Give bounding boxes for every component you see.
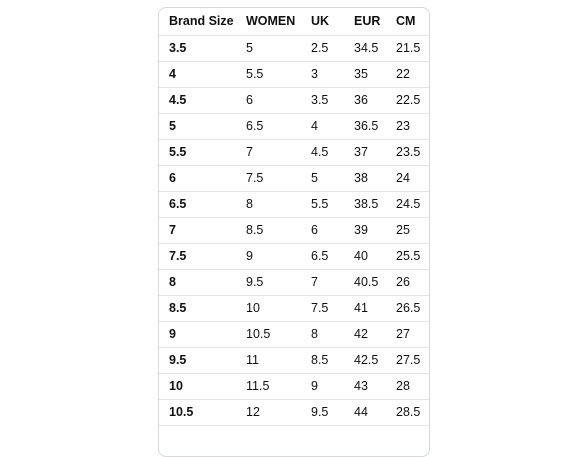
- cell-women: 6.5: [236, 113, 301, 139]
- table-row: [159, 217, 429, 243]
- cell-uk: 8: [301, 321, 344, 347]
- table-row: [159, 165, 429, 191]
- cell-women: 6: [236, 87, 301, 113]
- cell-cm: 27.5: [386, 347, 429, 373]
- cell-uk: 9: [301, 373, 344, 399]
- cell-uk: 5: [301, 165, 344, 191]
- cell-uk: 7.5: [301, 295, 344, 321]
- cell-brand-size: 5: [159, 113, 236, 139]
- cell-women: 8: [236, 191, 301, 217]
- cell-cm: 23: [386, 113, 429, 139]
- column-header-uk: UK: [301, 8, 344, 35]
- cell-uk: 3.5: [301, 87, 344, 113]
- cell-eur: 43: [344, 373, 386, 399]
- cell-cm: 25: [386, 217, 429, 243]
- cell-brand-size: 9: [159, 321, 236, 347]
- cell-uk: 3: [301, 61, 344, 87]
- column-header-eur: EUR: [344, 8, 386, 35]
- cell-brand-size: 10: [159, 373, 236, 399]
- cell-eur: 40.5: [344, 269, 386, 295]
- cell-women: 5.5: [236, 61, 301, 87]
- table-row: [159, 87, 429, 113]
- cell-brand-size: 4: [159, 61, 236, 87]
- cell-uk: 6.5: [301, 243, 344, 269]
- cell-brand-size: 8.5: [159, 295, 236, 321]
- cell-women: 9.5: [236, 269, 301, 295]
- cell-eur: 42: [344, 321, 386, 347]
- cell-uk: 6: [301, 217, 344, 243]
- cell-uk: 7: [301, 269, 344, 295]
- cell-uk: 8.5: [301, 347, 344, 373]
- cell-uk: 4.5: [301, 139, 344, 165]
- cell-cm: 22: [386, 61, 429, 87]
- cell-cm: 28: [386, 373, 429, 399]
- cell-cm: 26.5: [386, 295, 429, 321]
- cell-women: 7: [236, 139, 301, 165]
- cell-uk: 2.5: [301, 35, 344, 61]
- cell-cm: 24.5: [386, 191, 429, 217]
- column-header-cm: CM: [386, 8, 429, 35]
- cell-brand-size: 10.5: [159, 399, 236, 425]
- cell-eur: 37: [344, 139, 386, 165]
- cell-brand-size: 7.5: [159, 243, 236, 269]
- column-header-brand-size: Brand Size: [159, 8, 236, 35]
- cell-uk: 5.5: [301, 191, 344, 217]
- cell-brand-size: 8: [159, 269, 236, 295]
- cell-brand-size: 6: [159, 165, 236, 191]
- table-row: [159, 269, 429, 295]
- cell-cm: 26: [386, 269, 429, 295]
- table-row: [159, 295, 429, 321]
- cell-eur: 39: [344, 217, 386, 243]
- table-row: [159, 35, 429, 61]
- cell-uk: 9.5: [301, 399, 344, 425]
- table-row: [159, 373, 429, 399]
- cell-eur: 40: [344, 243, 386, 269]
- cell-cm: 25.5: [386, 243, 429, 269]
- cell-brand-size: 4.5: [159, 87, 236, 113]
- cell-cm: 27: [386, 321, 429, 347]
- cell-cm: 28.5: [386, 399, 429, 425]
- cell-women: 8.5: [236, 217, 301, 243]
- header-row: [159, 8, 429, 35]
- cell-eur: 35: [344, 61, 386, 87]
- size-chart-table: [159, 8, 429, 426]
- cell-women: 10.5: [236, 321, 301, 347]
- table-row: [159, 321, 429, 347]
- cell-eur: 41: [344, 295, 386, 321]
- table-row: [159, 61, 429, 87]
- table-row: [159, 139, 429, 165]
- cell-eur: 36: [344, 87, 386, 113]
- cell-women: 11: [236, 347, 301, 373]
- cell-brand-size: 7: [159, 217, 236, 243]
- cell-brand-size: 6.5: [159, 191, 236, 217]
- cell-brand-size: 9.5: [159, 347, 236, 373]
- table-row: [159, 347, 429, 373]
- size-chart-body: [159, 35, 429, 425]
- cell-eur: 34.5: [344, 35, 386, 61]
- table-row: [159, 243, 429, 269]
- size-chart-header: [159, 8, 429, 35]
- cell-eur: 38: [344, 165, 386, 191]
- column-header-women: WOMEN: [236, 8, 301, 35]
- size-chart-container: [158, 7, 430, 457]
- cell-women: 12: [236, 399, 301, 425]
- cell-women: 9: [236, 243, 301, 269]
- cell-women: 10: [236, 295, 301, 321]
- cell-cm: 24: [386, 165, 429, 191]
- cell-eur: 42.5: [344, 347, 386, 373]
- cell-eur: 44: [344, 399, 386, 425]
- cell-cm: 23.5: [386, 139, 429, 165]
- cell-women: 11.5: [236, 373, 301, 399]
- cell-eur: 38.5: [344, 191, 386, 217]
- cell-women: 7.5: [236, 165, 301, 191]
- table-row: [159, 399, 429, 425]
- cell-women: 5: [236, 35, 301, 61]
- table-row: [159, 191, 429, 217]
- table-row: [159, 113, 429, 139]
- cell-brand-size: 5.5: [159, 139, 236, 165]
- cell-uk: 4: [301, 113, 344, 139]
- cell-eur: 36.5: [344, 113, 386, 139]
- cell-cm: 22.5: [386, 87, 429, 113]
- cell-cm: 21.5: [386, 35, 429, 61]
- cell-brand-size: 3.5: [159, 35, 236, 61]
